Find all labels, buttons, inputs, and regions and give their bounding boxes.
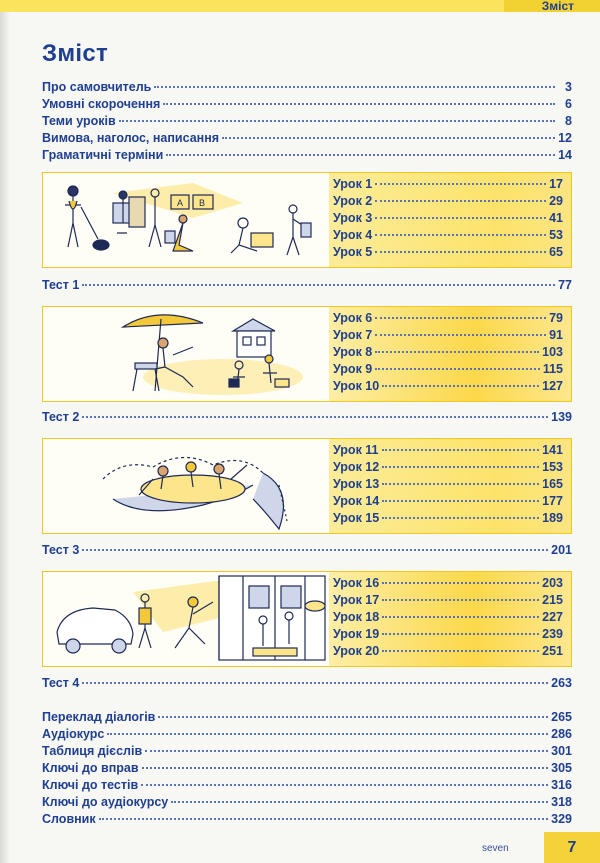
lesson-block-1 [42, 172, 572, 268]
lesson-entry[interactable]: Урок 14 177 [333, 494, 563, 508]
lesson-entry[interactable]: Урок 18 227 [333, 610, 563, 624]
lesson-entry[interactable]: Урок 20 251 [333, 644, 563, 658]
lesson-entry[interactable]: Урок 9 115 [333, 362, 563, 376]
toc-entry[interactable]: Тест 2 139 [42, 410, 572, 424]
toc-entry[interactable]: Словник 329 [42, 812, 572, 826]
lesson-entry[interactable]: Урок 1 17 [333, 177, 563, 191]
test-entry-3 [42, 543, 572, 560]
lesson-block-4 [42, 571, 572, 667]
toc-entry[interactable]: Про самовчитель 3 [42, 80, 572, 94]
lesson-entry[interactable]: Урок 12 153 [333, 460, 563, 474]
toc-entry[interactable]: Умовні скорочення 6 [42, 97, 572, 111]
lesson-list [329, 439, 571, 533]
page-gutter-shadow [0, 0, 10, 863]
toc-entry[interactable]: Ключі до тестів 316 [42, 778, 572, 792]
lesson-entry[interactable]: Урок 13 165 [333, 477, 563, 491]
toc-entry[interactable]: Тест 1 77 [42, 278, 572, 292]
toc-entry[interactable]: Аудіокурс 286 [42, 727, 572, 741]
toc-appendix-list [42, 710, 572, 829]
lesson-list [329, 307, 571, 401]
lesson-entry[interactable]: Урок 15 189 [333, 511, 563, 525]
lesson-entry[interactable]: Урок 16 203 [333, 576, 563, 590]
svg-text:A: A [177, 198, 184, 208]
lesson-entry[interactable]: Урок 2 29 [333, 194, 563, 208]
toc-entry[interactable]: Граматичні терміни 14 [42, 148, 572, 162]
toc-entry[interactable]: Таблиця дієслів 301 [42, 744, 572, 758]
footer-page-number: 7 [544, 832, 600, 863]
test-entry-4 [42, 676, 572, 693]
header-section-tab: Зміст [504, 0, 600, 12]
toc-entry[interactable]: Ключі до аудіокурсу 318 [42, 795, 572, 809]
lesson-block-3 [42, 438, 572, 534]
toc-entry[interactable]: Переклад діалогів 265 [42, 710, 572, 724]
toc-intro-list [42, 80, 572, 165]
lesson-block-2 [42, 306, 572, 402]
lesson-entry[interactable]: Урок 10 127 [333, 379, 563, 393]
lesson-list [329, 173, 571, 267]
toc-entry[interactable]: Вимова, наголос, написання 12 [42, 131, 572, 145]
page-title: Зміст [42, 40, 109, 67]
rafting-illustration [43, 439, 329, 533]
lesson-entry[interactable]: Урок 19 239 [333, 627, 563, 641]
toc-entry[interactable]: Ключі до вправ 305 [42, 761, 572, 775]
lesson-entry[interactable]: Урок 7 91 [333, 328, 563, 342]
lesson-entry[interactable]: Урок 3 41 [333, 211, 563, 225]
lesson-entry[interactable]: Урок 4 53 [333, 228, 563, 242]
lesson-entry[interactable]: Урок 17 215 [333, 593, 563, 607]
footer-page-word: seven [482, 843, 509, 854]
lesson-entry[interactable]: Урок 5 65 [333, 245, 563, 259]
toc-entry[interactable]: Тест 4 263 [42, 676, 572, 690]
lesson-entry[interactable]: Урок 11 141 [333, 443, 563, 457]
toc-entry[interactable]: Тест 3 201 [42, 543, 572, 557]
lesson-entry[interactable]: Урок 8 103 [333, 345, 563, 359]
test-entry-1 [42, 278, 572, 295]
street-scene-illustration [43, 173, 329, 267]
svg-text:B: B [199, 198, 206, 208]
test-entry-2 [42, 410, 572, 427]
lesson-list [329, 572, 571, 666]
beach-umbrella-illustration [43, 307, 329, 401]
lesson-entry[interactable]: Урок 6 79 [333, 311, 563, 325]
toc-entry[interactable]: Теми уроків 8 [42, 114, 572, 128]
city-street-car-illustration [43, 572, 329, 666]
